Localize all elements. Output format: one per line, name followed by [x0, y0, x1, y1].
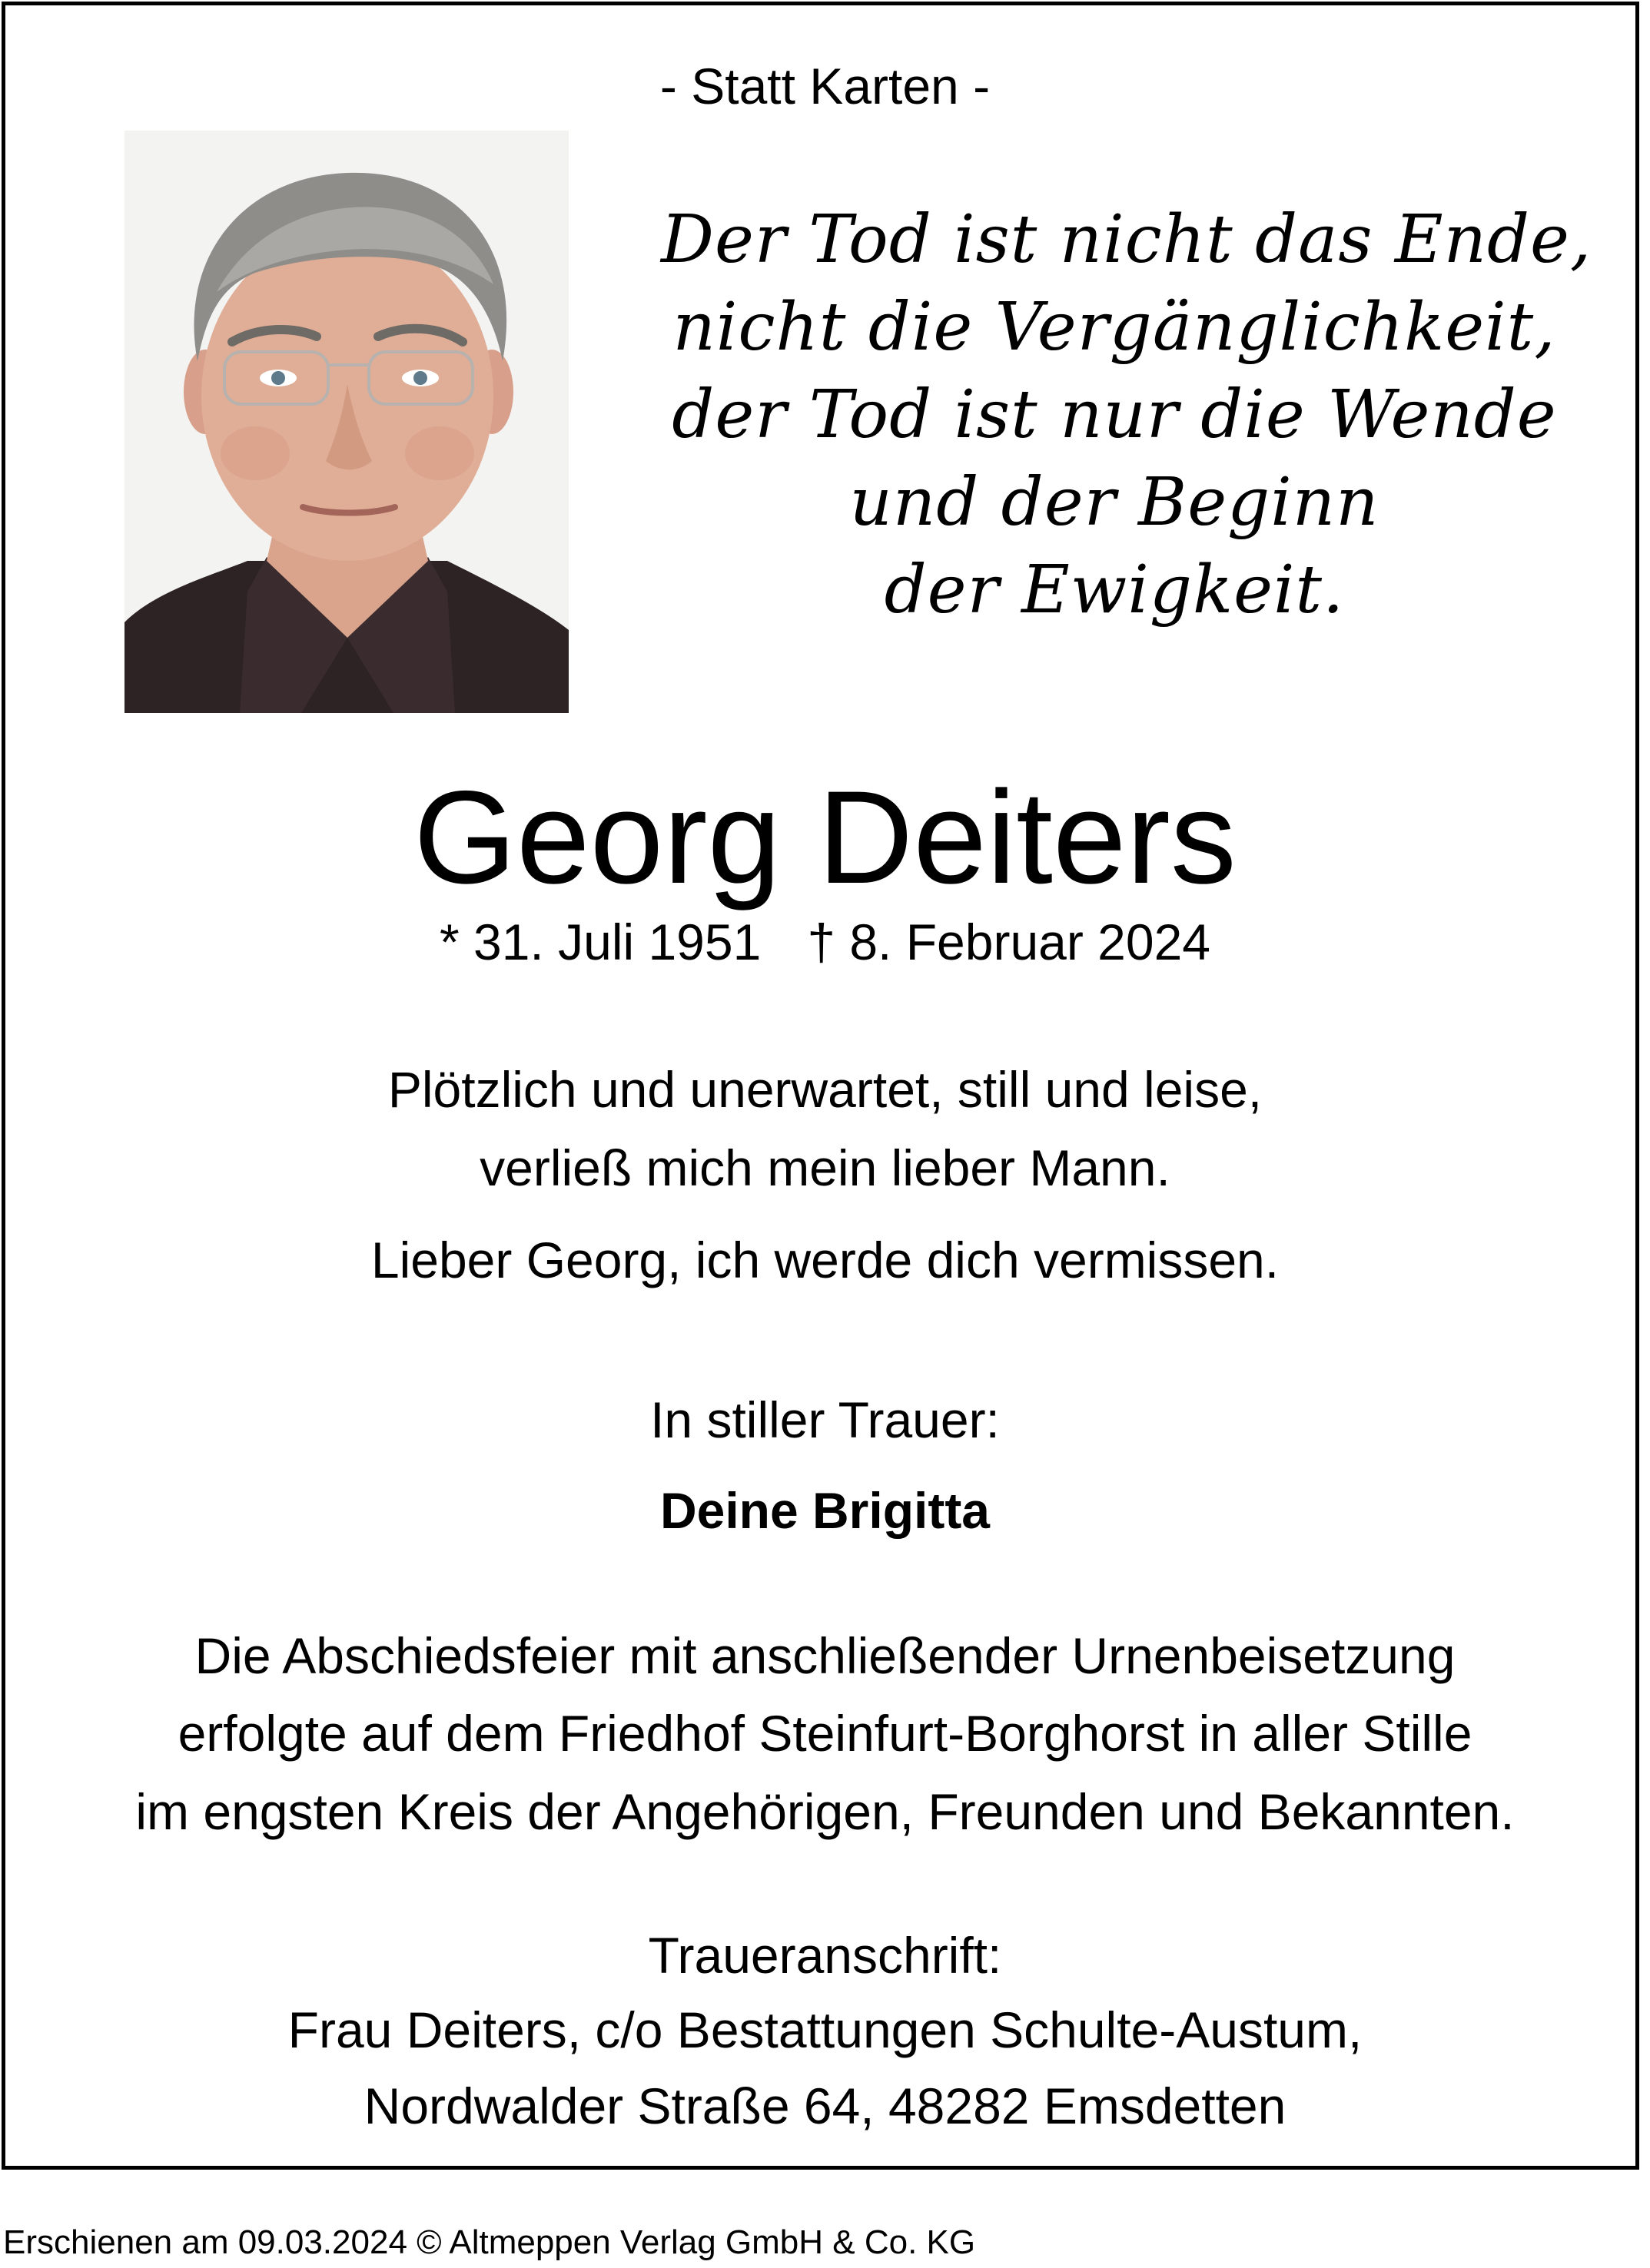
message-line-1: Plötzlich und unerwartet, still und leise, [387, 1061, 1263, 1118]
quote-line: und der Beginn [849, 464, 1379, 541]
message-line-3: Lieber Georg, ich werde dich vermissen. [370, 1232, 1280, 1288]
birth-date: * 31. Juli 1951 [440, 914, 762, 970]
address-line-1: Frau Deiters, c/o Bestattungen Schulte-Austum, [287, 2001, 1363, 2058]
death-date: † 8. Februar 2024 [807, 914, 1210, 970]
deceased-name: Georg Deiters [413, 764, 1237, 911]
statt-karten-heading: - Statt Karten - [659, 58, 991, 114]
address-line-2: Nordwalder Straße 64, 48282 Emsdetten [364, 2077, 1286, 2134]
address-label: Traueranschrift: [648, 1927, 1002, 1984]
memorial-quote [661, 196, 1592, 634]
ceremony-line-2: erfolgte auf dem Friedhof Steinfurt-Borghorst in aller Stille [178, 1705, 1472, 1762]
mourners-intro: In stiller Trauer: [650, 1391, 1000, 1448]
life-dates [0, 911, 1650, 973]
ceremony-line-1: Die Abschiedsfeier mit anschließender Urnenbeisetzung [194, 1627, 1456, 1684]
quote-line: der Tod ist nur die Wende [672, 376, 1557, 453]
publication-footer: Erschienen am 09.03.2024 © Altmeppen Verlag GmbH & Co. KG [3, 2223, 976, 2261]
quote-line: der Ewigkeit. [884, 552, 1345, 628]
mourners-name: Deine Brigitta [659, 1482, 991, 1539]
message-line-2: verließ mich mein lieber Mann. [480, 1139, 1170, 1196]
ceremony-line-3: im engsten Kreis der Angehörigen, Freunden und Bekannten. [135, 1783, 1515, 1840]
quote-line: Der Tod ist nicht das Ende, [661, 201, 1592, 278]
portrait-photo [124, 131, 569, 713]
quote-line: nicht die Vergänglichkeit, [672, 289, 1556, 366]
